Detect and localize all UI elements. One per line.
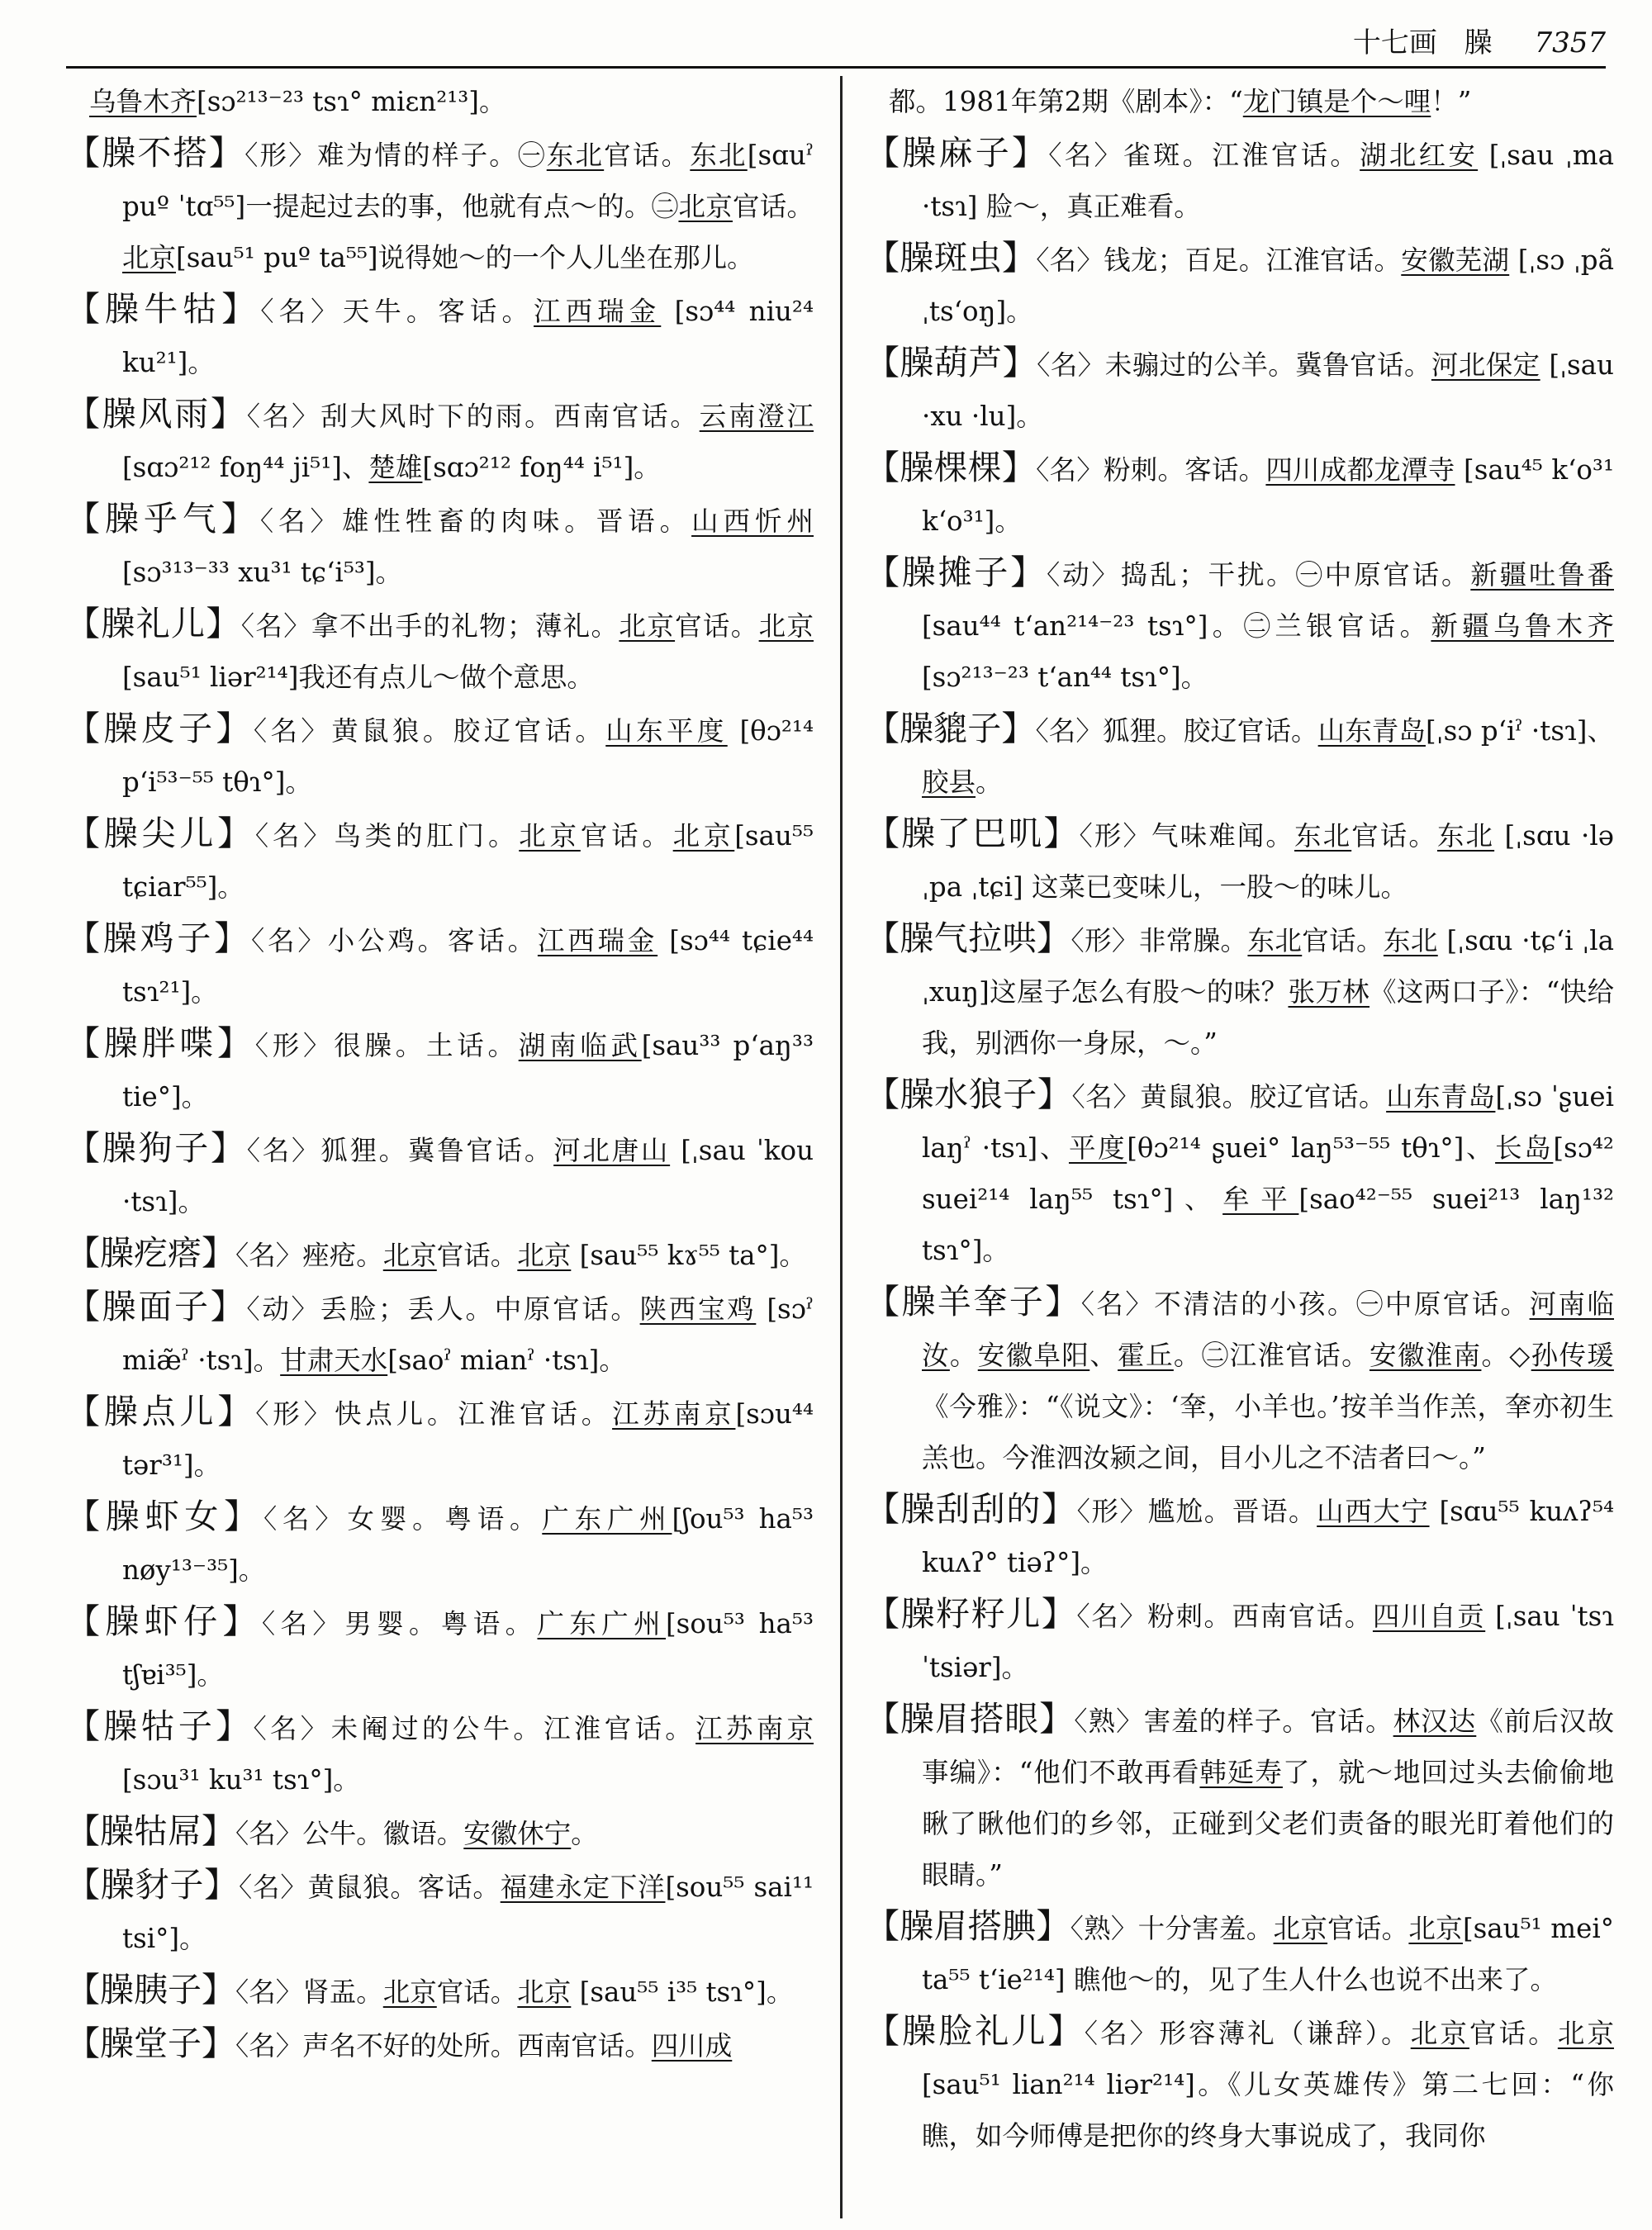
entry-headword: 【臊脸礼儿】: [866, 2011, 1085, 2051]
entry-headword: 【臊鸡子】: [66, 918, 252, 958]
entry-definition: 〈熟〉害羞的样子。官话。林汉达《前后汉故事编》：“他们不敢再看韩延寿了，就～地回过头去偷偷地瞅了瞅他们的乡邻，正碰到父老们责备的眼光盯着他们的眼睛。”: [922, 1706, 1614, 1891]
entry-definition: 〈名〉未阉过的公牛。江淮官话。江苏南京 [sɔu³¹ ku³¹ tsɿ°]。: [122, 1713, 814, 1796]
dictionary-entry: [66, 283, 814, 388]
dictionary-entry: [866, 1693, 1614, 1900]
entry-headword: 【臊了巴叽】: [866, 814, 1080, 853]
entry-headword: 【臊疙瘩】: [66, 1233, 235, 1273]
entry-headword: 【臊虾女】: [66, 1497, 263, 1536]
entry-headword: 【臊风雨】: [66, 394, 247, 434]
entry-definition: 〈名〉钱龙；百足。江淮官话。安徽芜湖 [ˌsɔ ˌpã ˌtsʻoŋ]。: [922, 244, 1614, 327]
entry-headword: 【臊狗子】: [66, 1128, 247, 1168]
entry-headword: 【臊尖儿】: [66, 814, 255, 853]
entry-definition: 〈熟〉十分害羞。北京官话。北京[sau⁵¹ mei° ta⁵⁵ tʻie²¹⁴] 瞧他～的，见了生人什么也说不出来了。: [922, 1913, 1614, 1995]
entry-headword: 【臊棵棵】: [866, 448, 1037, 487]
entry-definition: 〈名〉雄性牲畜的肉味。晋语。山西忻州 [sɔ³¹³⁻³³ xu³¹ tɕʻi⁵³]。: [122, 505, 814, 588]
entry-headword: 【臊堂子】: [66, 2024, 235, 2063]
dictionary-entry: [866, 2005, 1614, 2161]
entry-headword: 【臊牯子】: [66, 1706, 254, 1746]
entry-definition: 〈名〉男婴。粤语。广东广州[sou⁵³ ha⁵³ tʃɐi³⁵]。: [122, 1608, 814, 1691]
entry-definition: 〈形〉气味难闻。东北官话。东北 [ˌsɑu ·lə ˌpa ˌtɕi] 这菜已变味儿，一股～的味儿。: [922, 820, 1614, 903]
dictionary-entry: [66, 2018, 814, 2071]
entry-headword: 【臊麻子】: [866, 133, 1049, 173]
dictionary-entry: [66, 493, 814, 598]
entry-definition: 〈名〉小公鸡。客话。江西瑞金 [sɔ⁴⁴ tɕie⁴⁴ tsɿ²¹]。: [122, 925, 814, 1008]
entry-definition: 〈名〉声名不好的处所。西南官话。四川成: [235, 2030, 733, 2062]
entry-definition: 〈名〉公牛。徽语。安徽休宁。: [235, 1818, 598, 1849]
dictionary-entry: [866, 1588, 1614, 1693]
entry-definition: 〈动〉丢脸；丢人。中原官话。陕西宝鸡 [sɔˀ miæ̃ˀ ·tsɿ]。甘肃天水[saoˀ mianˀ ·tsɿ]。: [122, 1293, 814, 1376]
dictionary-entry: [866, 1900, 1614, 2005]
dictionary-entry: [66, 598, 814, 703]
entry-headword: 【臊面子】: [66, 1287, 247, 1326]
entry-definition: 〈名〉黄鼠狼。胶辽官话。山东平度 [θɔ²¹⁴ pʻi⁵³⁻⁵⁵ tθɿ°]。: [122, 715, 814, 798]
entry-headword: 【臊斑虫】: [866, 238, 1037, 278]
entry-headword: 【臊点儿】: [66, 1392, 256, 1431]
dictionary-entry: [866, 337, 1614, 442]
entry-headword: 【臊虾仔】: [66, 1601, 262, 1641]
entry-headword: 【臊豺子】: [66, 1865, 239, 1905]
dictionary-entry: [866, 808, 1614, 913]
entry-definition: 〈名〉粉刺。客话。四川成都龙潭寺 [sau⁴⁵ kʻo³¹ kʻo³¹]。: [922, 454, 1614, 537]
entry-headword: 【臊貔子】: [866, 709, 1036, 748]
column-divider: [840, 76, 843, 2218]
entry-definition: 〈形〉难为情的样子。㊀东北官话。东北[sɑuˀ puº ˈtɑ⁵⁵]一提起过去的事，他就有点～的。㊁北京官话。北京[sau⁵¹ puº ta⁵⁵]说得她～的一个人儿坐在那儿。: [122, 140, 814, 273]
entry-definition: 〈名〉痤疮。北京官话。北京 [sau⁵⁵ kɤ⁵⁵ ta°]。: [235, 1240, 806, 1271]
dictionary-entry: [66, 1018, 814, 1122]
entry-definition: 〈名〉未骟过的公羊。冀鲁官话。河北保定 [ˌsau ·xu ·lu]。: [922, 349, 1614, 432]
entry-definition: 〈名〉黄鼠狼。胶辽官话。山东青岛[ˌsɔ ˈʂuei laŋˀ ·tsɿ]、平度[θɔ²¹⁴ ʂuei° laŋ⁵³⁻⁵⁵ tθɿ°]、长岛[sɔ⁴² suei²¹⁴ laŋ⁵⁵ tsɿ°]、牟平[sao⁴²⁻⁵⁵ suei²¹³ laŋ¹³² tsɿ°]。: [922, 1081, 1614, 1266]
entry-headword: 【臊皮子】: [66, 709, 254, 748]
dictionary-entry: [66, 388, 814, 493]
entry-definition: 〈名〉粉刺。西南官话。四川自贡 [ˌsau ˈtsɿ ˈtsiər]。: [922, 1601, 1614, 1683]
dictionary-entry: [66, 913, 814, 1018]
entry-definition: 〈动〉捣乱；干扰。㊀中原官话。新疆吐鲁番[sau⁴⁴ tʻan²¹⁴⁻²³ tsɿ°]。㊁兰银官话。新疆乌鲁木齐[sɔ²¹³⁻²³ tʻan⁴⁴ tsɿ°]。: [922, 559, 1614, 693]
dictionary-entry: [866, 76, 1614, 127]
section-label: 十七画: [1352, 26, 1437, 59]
entry-definition: 〈名〉女婴。粤语。广东广州[ʃou⁵³ ha⁵³ nøy¹³⁻³⁵]。: [122, 1503, 814, 1586]
dictionary-entry: [66, 1701, 814, 1805]
entry-definition: 〈名〉狐狸。冀鲁官话。河北唐山 [ˌsau ˈkou ·tsɿ]。: [122, 1135, 814, 1217]
dictionary-entry: [866, 1276, 1614, 1483]
page-number: 7357: [1534, 26, 1606, 59]
entry-headword: 【臊胖喋】: [66, 1023, 255, 1063]
dictionary-entry: [66, 1491, 814, 1596]
dictionary-entry: [66, 703, 814, 808]
entry-headword: 【臊不搭】: [66, 133, 245, 173]
dictionary-entry: [66, 1386, 814, 1491]
entry-headword: 【臊眉搭眼】: [866, 1699, 1075, 1739]
entry-definition: 都。1981年第2期《剧本》：“龙门镇是个～哩！”: [889, 86, 1472, 117]
entry-headword: 【臊胰子】: [66, 1970, 235, 2009]
dictionary-entry: [866, 232, 1614, 337]
entry-headword: 【臊牯屌】: [66, 1811, 235, 1851]
dictionary-entry: [866, 1069, 1614, 1276]
dictionary-entry: [66, 1122, 814, 1227]
entry-definition: 〈名〉天牛。客话。江西瑞金 [sɔ⁴⁴ niu²⁴ ku²¹]。: [122, 296, 814, 378]
entry-headword: 【臊籽籽儿】: [866, 1594, 1077, 1634]
dictionary-entry: [66, 808, 814, 913]
dictionary-entry: [866, 127, 1614, 232]
entry-headword: 【臊眉搭腆】: [866, 1906, 1070, 1946]
right-column: [866, 76, 1614, 2218]
running-head: [1335, 23, 1606, 63]
dictionary-entry: [66, 76, 814, 127]
entry-headword: 【臊水狼子】: [866, 1075, 1072, 1114]
entry-definition: 〈名〉刮大风时下的雨。西南官话。云南澄江[sɑɔ²¹² foŋ⁴⁴ ji⁵¹]、楚雄[sɑɔ²¹² foŋ⁴⁴ i⁵¹]。: [122, 401, 814, 483]
entry-definition: 〈名〉雀斑。江淮官话。湖北红安 [ˌsau ˌma ·tsɿ] 脸～，真正难看。: [922, 140, 1614, 222]
entry-definition: 〈名〉形容薄礼（谦辞）。北京官话。北京[sau⁵¹ lian²¹⁴ liər²¹⁴]。《儿女英雄传》第二七回：“你瞧，如今师傅是把你的终身大事说成了，我同你: [922, 2018, 1614, 2152]
entry-definition: 〈名〉黄鼠狼。客话。福建永定下洋[sou⁵⁵ sai¹¹ tsi°]。: [122, 1872, 814, 1954]
left-column: [66, 76, 814, 2218]
dictionary-entry: [66, 1859, 814, 1964]
dictionary-entry: [866, 442, 1614, 547]
entry-headword: 【臊羊羍子】: [866, 1282, 1081, 1321]
dictionary-entry: [66, 1805, 814, 1859]
entry-definition: 〈名〉肾盂。北京官话。北京 [sau⁵⁵ i³⁵ tsɿ°]。: [235, 1976, 794, 2008]
dictionary-entry: [866, 1483, 1614, 1588]
entry-definition: 〈形〉尴尬。晋语。山西大宁 [sɑu⁵⁵ kuʌʔ⁵⁴ kuʌʔ° tiəʔ°]。: [922, 1496, 1614, 1578]
entry-definition: 乌鲁木齐[sɔ²¹³⁻²³ tsɿ° miɛn²¹³]。: [89, 86, 506, 117]
entry-headword: 【臊牛牯】: [66, 289, 261, 329]
dictionary-entry: [866, 547, 1614, 703]
entry-definition: 〈形〉很臊。土话。湖南临武[sau³³ pʻaŋ³³ tie°]。: [122, 1030, 814, 1113]
entry-headword: 【臊葫芦】: [866, 343, 1037, 382]
entry-headword: 【臊摊子】: [866, 553, 1047, 592]
entry-definition: 〈名〉拿不出手的礼物；薄礼。北京官话。北京[sau⁵¹ liər²¹⁴]我还有点儿～做个意思。: [122, 610, 814, 693]
entry-definition: 〈名〉狐狸。胶辽官话。山东青岛[ˌsɔ pʻiˀ ·tsɿ]、胶县。: [922, 715, 1614, 798]
entry-definition: 〈形〉非常臊。东北官话。东北 [ˌsɑu ·tɕʻi ˌla ˌxuŋ]这屋子怎么有股～的味？张万林《这两口子》：“快给我，别洒你一身尿，～。”: [922, 925, 1614, 1059]
dictionary-entry: [66, 1281, 814, 1386]
entry-headword: 【臊礼儿】: [66, 604, 241, 643]
page-header: [66, 23, 1606, 69]
dictionary-entry: [866, 703, 1614, 808]
entry-headword: 【臊气拉哄】: [866, 918, 1071, 958]
entry-definition: 〈名〉鸟类的肛门。北京官话。北京[sau⁵⁵ tɕiar⁵⁵]。: [122, 820, 814, 903]
head-character: 臊: [1464, 26, 1493, 59]
entry-headword: 【臊刮刮的】: [866, 1489, 1077, 1529]
dictionary-entry: [66, 127, 814, 283]
dictionary-entry: [66, 1227, 814, 1281]
dictionary-entry: [66, 1964, 814, 2018]
dictionary-entry: [66, 1596, 814, 1701]
entry-definition: 〈形〉快点儿。江淮官话。江苏南京[sɔu⁴⁴ tər³¹]。: [122, 1398, 814, 1481]
entry-headword: 【臊乎气】: [66, 499, 260, 539]
dictionary-entry: [866, 913, 1614, 1069]
entry-definition: 〈名〉不清洁的小孩。㊀中原官话。河南临汝。安徽阜阳、霍丘。㊁江淮官话。安徽淮南。◇孙传瑗《今雅》：“《说文》：‘羍，小羊也。’按羊当作羔，羍亦初生羔也。今淮泗汝颍之间，目小儿之不洁者曰～。”: [922, 1288, 1614, 1473]
